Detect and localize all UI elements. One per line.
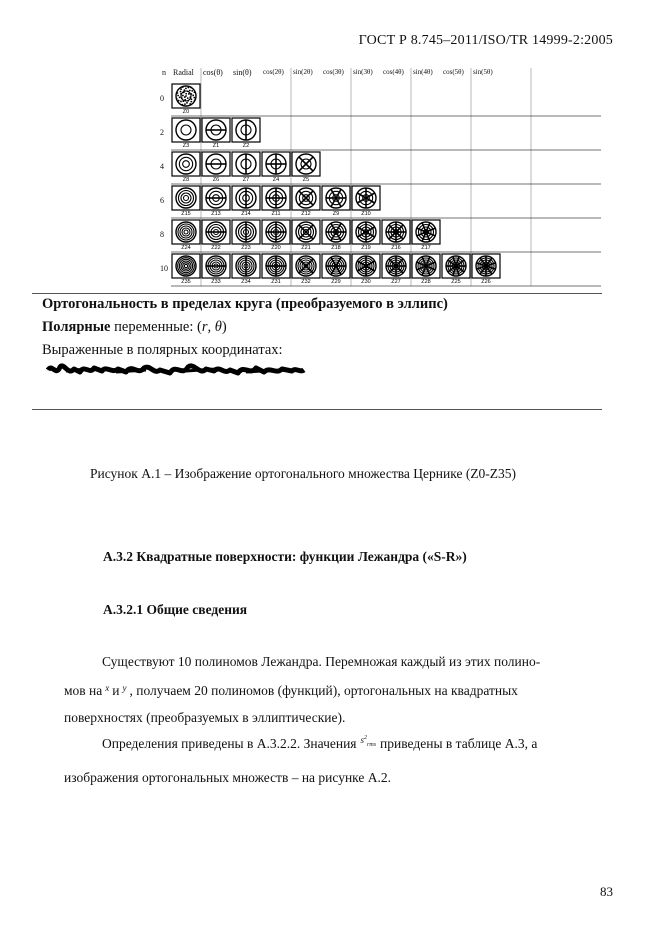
- column-header: cos(θ): [203, 68, 223, 77]
- cell-label: Z0: [182, 109, 190, 115]
- column-header: sin(5θ): [473, 68, 493, 76]
- orth-text: Ортогональность в пределах: [42, 296, 235, 312]
- cell-label: Z28: [421, 279, 431, 285]
- cell-label: Z27: [391, 279, 401, 285]
- s-sub: rms: [367, 741, 377, 748]
- cell-label: Z21: [301, 245, 311, 251]
- zernike-cell: [322, 186, 350, 217]
- polar-variables-line: [42, 319, 227, 336]
- cell-label: Z13: [211, 211, 221, 217]
- section-heading-a321: А.3.2.1 Общие сведения: [103, 602, 248, 617]
- para1-line3: поверхностях (преобразуемых в эллиптические).: [64, 710, 346, 725]
- column-header: cos(3θ): [323, 68, 344, 76]
- symbol-y: y: [122, 683, 127, 693]
- column-header: sin(4θ): [413, 68, 433, 76]
- symbol-s-rms: [360, 735, 377, 748]
- illegible-formula-image: [46, 361, 306, 379]
- cell-label: Z16: [391, 245, 401, 251]
- cell-label: Z19: [361, 245, 371, 251]
- zernike-cell: [352, 186, 380, 217]
- zernike-cell: [202, 118, 230, 149]
- zernike-cell: [232, 220, 260, 251]
- orthogonality-line: [42, 296, 448, 313]
- figure-caption: Рисунок А.1 – Изображение ортогонального множества Цернике (Z0-Z35): [90, 466, 517, 481]
- cell-label: Z31: [271, 279, 281, 285]
- section-heading-a32: А.3.2 Квадратные поверхности: функции Лежандра («S-R»): [103, 549, 467, 564]
- cell-label: Z11: [271, 211, 281, 217]
- zernike-cell: [262, 186, 290, 217]
- cell-label: Z26: [481, 279, 491, 285]
- zernike-cell: [202, 186, 230, 217]
- row-n-label: 6: [160, 196, 164, 205]
- cell-label: Z32: [301, 279, 311, 285]
- zernike-cell: [292, 152, 320, 183]
- cell-label: Z34: [241, 279, 251, 285]
- zernike-cell: [172, 118, 200, 149]
- zernike-cell: [322, 220, 350, 251]
- zernike-cell: [472, 254, 500, 285]
- zernike-cell: [412, 220, 440, 251]
- zernike-cell: [172, 186, 200, 217]
- zernike-cell: [232, 186, 260, 217]
- row-n-label: 4: [160, 162, 164, 171]
- cell-label: Z30: [361, 279, 371, 285]
- zernike-cell: [382, 220, 410, 251]
- variables-word: переменные: (: [110, 319, 202, 335]
- var-theta: θ: [214, 319, 222, 335]
- cell-label: Z5: [302, 177, 310, 183]
- symbol-x: x: [105, 683, 110, 693]
- cell-label: Z8: [182, 177, 190, 183]
- cell-label: Z20: [271, 245, 281, 251]
- zernike-cell: [352, 220, 380, 251]
- zernike-cell: [202, 152, 230, 183]
- cell-label: Z10: [361, 211, 371, 217]
- zernike-cell: [262, 220, 290, 251]
- var-comma: ,: [207, 319, 215, 335]
- zernike-cell: [172, 84, 200, 115]
- cell-label: Z18: [331, 245, 341, 251]
- para1-line2: [64, 675, 614, 704]
- para1-mov: мов на: [64, 683, 103, 698]
- cell-label: Z3: [182, 143, 190, 149]
- para2-line1: [64, 730, 614, 764]
- row-n-label: 0: [160, 94, 164, 103]
- figure-bottom-rule: [32, 409, 602, 410]
- polar-coords-line: Выраженные в полярных координатах:: [42, 342, 283, 358]
- zernike-cell: [412, 254, 440, 285]
- para2-rest: приведены в таблице А.3, а: [380, 736, 538, 751]
- para2-line2: изображения ортогональных множеств – на рисунке А.2.: [64, 769, 392, 785]
- row-n-label: 10: [160, 264, 168, 273]
- polar-word: Полярные: [42, 319, 111, 335]
- cell-label: Z23: [241, 245, 251, 251]
- cell-label: Z35: [181, 279, 191, 285]
- cell-label: Z12: [301, 211, 311, 217]
- column-header: sin(2θ): [293, 68, 313, 76]
- zernike-cell: [232, 152, 260, 183]
- column-header: sin(3θ): [353, 68, 373, 76]
- column-header: sin(θ): [233, 68, 252, 77]
- zernike-cell: [172, 152, 200, 183]
- paragraph-2: [64, 730, 614, 791]
- cell-label: Z14: [241, 211, 251, 217]
- zernike-cell: [232, 118, 260, 149]
- cell-label: Z33: [211, 279, 221, 285]
- zernike-cell: [352, 254, 380, 285]
- s-sup: 2: [364, 735, 368, 741]
- s-letter: s: [360, 735, 365, 745]
- column-header: cos(4θ): [383, 68, 404, 76]
- figure-top-rule: [32, 293, 602, 294]
- standard-header: ГОСТ Р 8.745–2011/ISO/TR 14999-2:2005: [358, 33, 613, 48]
- page-number: 83: [600, 884, 613, 899]
- zernike-cell: [202, 254, 230, 285]
- para1-line1: Существуют 10 полиномов Лежандра. Перемножая каждый из этих полино-: [102, 654, 541, 669]
- zernike-cell: [262, 254, 290, 285]
- para1-rest: , получаем 20 полиномов (функций), ортогональных на квадратных: [129, 683, 518, 698]
- zernike-cell: [262, 152, 290, 183]
- zernike-cell: [322, 254, 350, 285]
- var-r: r: [201, 319, 208, 335]
- cell-label: Z1: [212, 143, 220, 149]
- zernike-table: [157, 68, 601, 290]
- zernike-cell: [172, 220, 200, 251]
- zernike-cell: [202, 220, 230, 251]
- column-header: cos(5θ): [443, 68, 464, 76]
- cell-label: Z24: [181, 245, 191, 251]
- cell-label: Z2: [242, 143, 250, 149]
- zernike-grid: [157, 68, 601, 290]
- zernike-cell: [292, 254, 320, 285]
- cell-label: Z17: [421, 245, 431, 251]
- cell-label: Z25: [451, 279, 461, 285]
- orth-rest: (преобразуемого в эллипс): [272, 296, 448, 312]
- orth-circle: круга: [234, 296, 273, 312]
- cell-label: Z22: [211, 245, 221, 251]
- cell-label: Z15: [181, 211, 191, 217]
- cell-label: Z4: [272, 177, 280, 183]
- zernike-cell: [442, 254, 470, 285]
- row-n-label: 2: [160, 128, 164, 137]
- cell-label: Z7: [242, 177, 250, 183]
- para1-and: и: [112, 683, 120, 698]
- n-header: n: [162, 68, 166, 77]
- zernike-cell: [292, 186, 320, 217]
- para2-definitions: Определения приведены в А.3.2.2. Значения: [102, 736, 357, 751]
- cell-label: Z9: [332, 211, 340, 217]
- paragraph-1: [64, 648, 614, 731]
- var-close: ): [221, 319, 227, 335]
- cell-label: Z29: [331, 279, 341, 285]
- cell-label: Z6: [212, 177, 220, 183]
- zernike-cell: [382, 254, 410, 285]
- row-n-label: 8: [160, 230, 164, 239]
- column-header: cos(2θ): [263, 68, 284, 76]
- column-header: Radial: [173, 68, 194, 77]
- zernike-cell: [172, 254, 200, 285]
- zernike-cell: [292, 220, 320, 251]
- zernike-cell: [232, 254, 260, 285]
